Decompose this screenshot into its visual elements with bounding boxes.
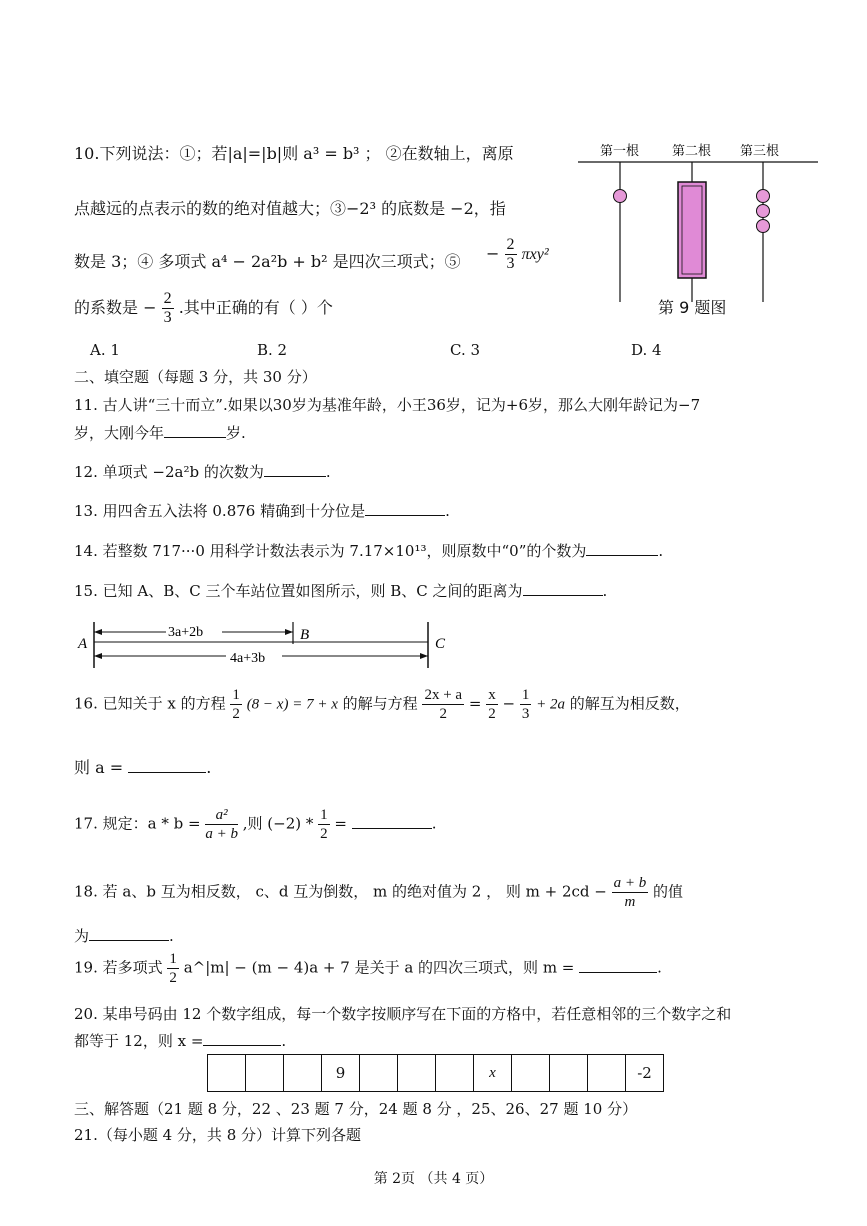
q13-end: . bbox=[445, 502, 450, 520]
q16-eq2-fraction-b bbox=[486, 686, 498, 723]
q20-prefix: 都等于 12，则 x = bbox=[74, 1032, 204, 1050]
q18-line2 bbox=[74, 925, 174, 946]
figure-15-stations bbox=[70, 618, 460, 674]
figure9-label-3: 第三根 bbox=[740, 144, 780, 159]
q16-answer-blank[interactable] bbox=[128, 757, 206, 773]
q10-option-d: D. 4 bbox=[631, 341, 662, 359]
ab-arrow-left-head bbox=[94, 629, 102, 635]
grid-cell: 9 bbox=[322, 1055, 360, 1092]
q10-line2: 点越远的点表示的数的绝对值越大；③−2³ 的底数是 −2，指 bbox=[74, 199, 506, 218]
q20-end: . bbox=[281, 1032, 287, 1050]
grid-cell bbox=[550, 1055, 588, 1092]
q20-line2 bbox=[74, 1030, 286, 1051]
q17-f2-den: 2 bbox=[320, 826, 328, 842]
q18-text: 18. 若 a、b 互为相反数， c、d 互为倒数， m 的绝对值为 2 ， 则 m + 2cd − bbox=[74, 882, 607, 901]
grid-cell bbox=[360, 1055, 398, 1092]
figure9-bead bbox=[757, 220, 770, 233]
ab-distance-label: 3a+2b bbox=[168, 625, 204, 640]
q19-end: . bbox=[657, 958, 662, 977]
q10-line1: 10.下列说法：①；若|a|=|b|则 a³ = b³ ； ②在数轴上，离原 bbox=[74, 144, 514, 163]
q10-line4-denominator: 3 bbox=[163, 309, 172, 326]
q15-text: 15. 已知 A、B、C 三个车站位置如图所示，则 B、C 之间的距离为 bbox=[74, 582, 523, 600]
q19-body: a^|m| − (m − 4)a + 7 是关于 a 的四次三项式，则 m = bbox=[183, 958, 575, 977]
q12-answer-blank[interactable] bbox=[264, 461, 326, 477]
q16-eq2-tail: + 2a bbox=[536, 696, 565, 713]
q16-answer-prefix: 则 a = bbox=[74, 758, 124, 777]
q16-eq2-fraction-a bbox=[422, 686, 464, 723]
q16-eq2c-den: 3 bbox=[521, 706, 530, 722]
figure9-bead bbox=[614, 190, 627, 203]
q19 bbox=[74, 950, 662, 987]
figure9-caption: 第 9 题图 bbox=[658, 298, 727, 317]
q16-end: . bbox=[206, 758, 212, 777]
q18-answer-prefix: 为 bbox=[74, 927, 90, 945]
q17-f1-den: a + b bbox=[205, 826, 238, 842]
q16-eq1-fraction bbox=[230, 686, 242, 723]
q16-eq2b-den: 2 bbox=[488, 706, 496, 722]
q18-fraction bbox=[612, 874, 649, 911]
q18-frac-num: a + b bbox=[613, 875, 647, 891]
q17-fraction-1 bbox=[205, 806, 238, 843]
grid-cell bbox=[588, 1055, 626, 1092]
ac-arrow-right-head bbox=[420, 653, 428, 659]
q10-line4-sign: − bbox=[143, 298, 157, 317]
q16-eq1-den: 2 bbox=[232, 706, 240, 722]
q19-frac-num: 1 bbox=[169, 951, 177, 967]
q16-eq1-num: 1 bbox=[232, 687, 240, 703]
q16-line1: 16. 已知关于 x 的方程 $\frac{1}{2}$ (8 − x) = 7 + x 的解与方程 $\frac{2x + a}{2}$ = $\frac{x}{2}$ − $\frac{1}{3}$ + 2a 的解互为相反数， bbox=[74, 687, 690, 722]
grid-cell: -2 bbox=[626, 1055, 664, 1092]
q16-suffix: 的解互为相反数， bbox=[569, 694, 690, 713]
q10-line4-suffix: .其中正确的有（ ）个 bbox=[178, 298, 333, 317]
q12-text: 12. 单项式 −2a²b 的次数为 bbox=[74, 463, 264, 481]
figure9-bead bbox=[757, 190, 770, 203]
q15-end: . bbox=[602, 582, 608, 600]
grid-cell bbox=[284, 1055, 322, 1092]
ac-distance-label: 4a+3b bbox=[230, 651, 266, 666]
q17-fraction-2 bbox=[318, 806, 330, 843]
figure9-bead bbox=[757, 205, 770, 218]
grid-cell bbox=[208, 1055, 246, 1092]
grid-cell bbox=[246, 1055, 284, 1092]
q10-line3: 数是 3；④ 多项式 a⁴ − 2a²b + b² 是四次三项式；⑤ bbox=[74, 252, 461, 271]
q13 bbox=[74, 500, 450, 521]
q19-frac-den: 2 bbox=[169, 970, 177, 986]
q18-suffix: 的值 bbox=[653, 882, 684, 901]
q19-fraction bbox=[167, 950, 179, 987]
q14-text: 14. 若整数 717···0 用科学计数法表示为 7.17×10¹³，则原数中“0”的个数为 bbox=[74, 542, 587, 560]
q17-prefix: 17. 规定：a * b = bbox=[74, 814, 201, 833]
grid-cell bbox=[436, 1055, 474, 1092]
q16-prefix: 16. 已知关于 x 的方程 bbox=[74, 694, 226, 713]
ac-arrow-left-head bbox=[94, 653, 102, 659]
q11-prefix: 岁，大刚今年 bbox=[74, 424, 165, 442]
q10-option-c: C. 3 bbox=[450, 341, 481, 359]
q10-item5-numerator: 2 bbox=[506, 236, 515, 253]
q17-f1-num: a² bbox=[205, 806, 238, 825]
q10-option-b: B. 2 bbox=[257, 341, 288, 359]
q12 bbox=[74, 461, 331, 482]
section-2-heading: 二、填空题（每题 3 分，共 30 分） bbox=[74, 368, 317, 386]
q19-prefix: 19. 若多项式 bbox=[74, 958, 163, 977]
q17-answer-blank[interactable] bbox=[352, 813, 432, 829]
q10-item5-tail: πxy² bbox=[521, 246, 549, 263]
q16-eq2b-num: x bbox=[488, 687, 496, 703]
q16-eq1-tail: (8 − x) = 7 + x bbox=[246, 696, 338, 713]
q16-mid: 的解与方程 bbox=[342, 694, 418, 713]
q16-eq2a-den: 2 bbox=[439, 706, 447, 722]
q10-item5-expression bbox=[486, 236, 549, 273]
q17-end: . bbox=[431, 814, 437, 833]
q18-end: . bbox=[169, 927, 174, 945]
ab-arrow-right-head bbox=[285, 629, 293, 635]
q18-line1 bbox=[74, 874, 683, 911]
q13-answer-blank[interactable] bbox=[365, 500, 445, 516]
q13-text: 13. 用四舍五入法将 0.876 精确到十分位是 bbox=[74, 502, 366, 520]
grid-cell bbox=[398, 1055, 436, 1092]
q14-answer-blank[interactable] bbox=[586, 540, 658, 556]
q19-answer-blank[interactable] bbox=[579, 957, 657, 973]
q20-answer-blank[interactable] bbox=[203, 1030, 281, 1046]
q11-line2 bbox=[74, 422, 246, 443]
q17-mid: ,则 (−2) * bbox=[242, 814, 314, 833]
figure9-label-1: 第一根 bbox=[600, 144, 640, 159]
q11-line1: 11. 古人讲“三十而立”.如果以30岁为基准年龄，小王36岁，记为+6岁，那么大刚年龄记为−7 bbox=[74, 396, 701, 414]
station-b-label: B bbox=[300, 627, 310, 643]
q20-line1: 20. 某串号码由 12 个数字组成，每一个数字按顺序写在下面的方格中，若任意相邻的三个数字之和 bbox=[74, 1005, 732, 1023]
grid-cell: x bbox=[474, 1055, 512, 1092]
section-3-heading: 三、解答题（21 题 8 分，22 、23 题 7 分，24 题 8 分 ，25、26、27 题 10 分） bbox=[74, 1100, 638, 1118]
q10-item5-fraction bbox=[505, 236, 517, 273]
q14-end: . bbox=[658, 542, 664, 560]
q10-line4-numerator: 2 bbox=[163, 290, 172, 307]
q11-suffix: 岁. bbox=[226, 424, 246, 442]
q17-equals: = bbox=[334, 814, 347, 833]
q20-number-grid bbox=[207, 1054, 664, 1092]
q17 bbox=[74, 806, 437, 843]
q10-line4-fraction bbox=[162, 290, 174, 327]
page-footer: 第 2页 （共 4 页） bbox=[373, 1171, 494, 1187]
q14 bbox=[74, 540, 663, 561]
figure9-label-2: 第二根 bbox=[672, 144, 712, 159]
q15-answer-blank[interactable] bbox=[523, 580, 603, 596]
q16-eq2a-num: 2x + a bbox=[424, 687, 463, 703]
q10-item5-sign: − bbox=[486, 244, 500, 263]
q10-line4-prefix: 的系数是 bbox=[74, 298, 139, 317]
q10-line4 bbox=[74, 290, 333, 327]
q16-line2 bbox=[74, 755, 211, 778]
q10-item5-denominator: 3 bbox=[506, 255, 515, 272]
q17-f2-num: 1 bbox=[320, 807, 328, 823]
figure-9-abacus bbox=[570, 138, 830, 318]
station-c-label: C bbox=[435, 636, 446, 652]
q16-eq2c-num: 1 bbox=[521, 687, 530, 703]
q16-eq2-fraction-c bbox=[520, 686, 532, 723]
q21-heading: 21.（每小题 4 分，共 8 分）计算下列各题 bbox=[74, 1126, 362, 1144]
station-a-label: A bbox=[78, 636, 88, 652]
q15 bbox=[74, 580, 607, 601]
q18-frac-den: m bbox=[624, 894, 636, 910]
q18-answer-blank[interactable] bbox=[89, 925, 169, 941]
q10-option-a: A. 1 bbox=[90, 341, 120, 359]
q11-answer-blank[interactable] bbox=[164, 422, 226, 438]
grid-cell bbox=[512, 1055, 550, 1092]
q12-end: . bbox=[325, 463, 331, 481]
